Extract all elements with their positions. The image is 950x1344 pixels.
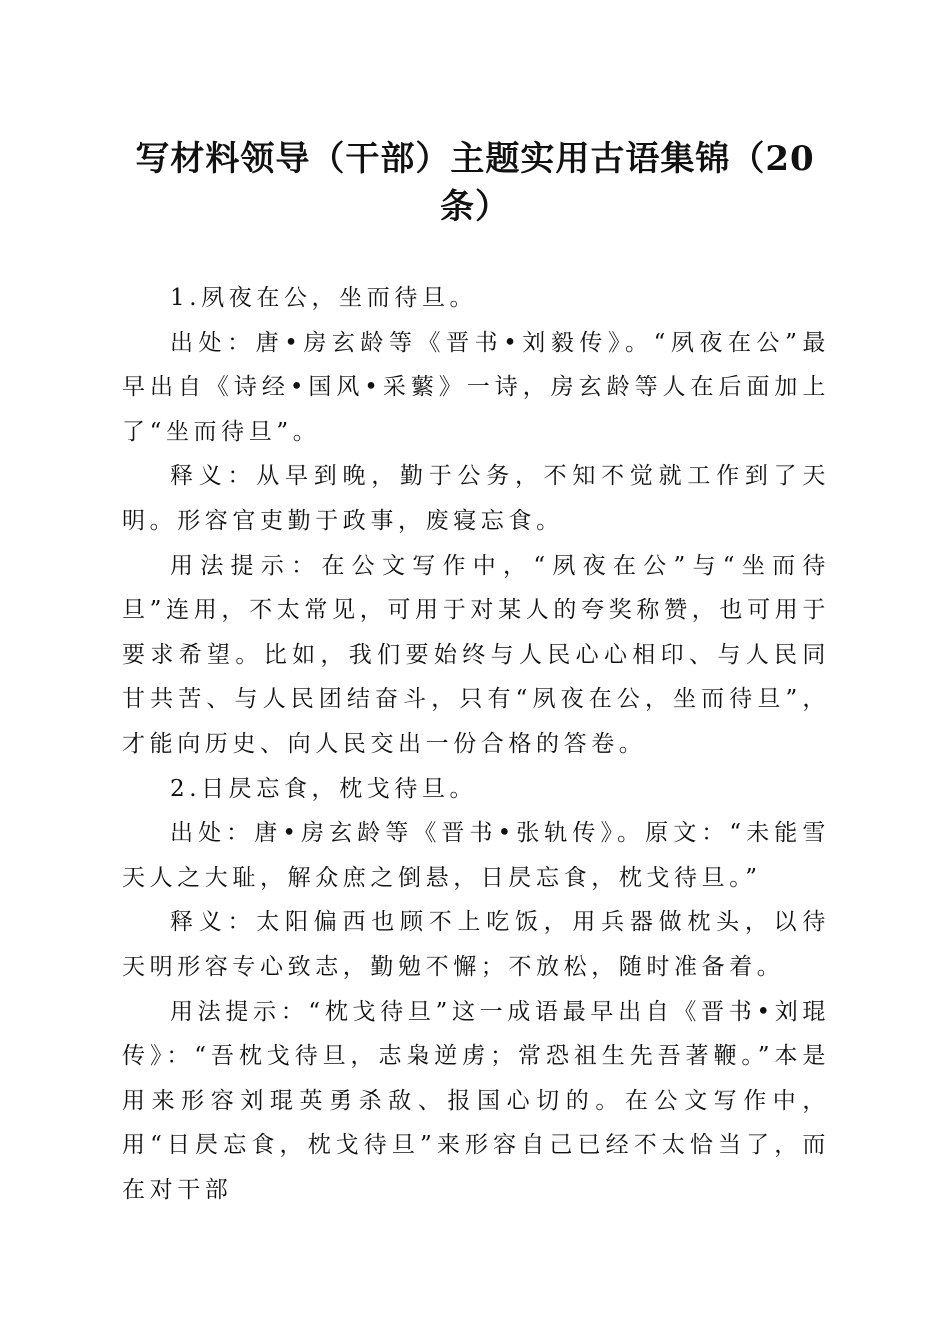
paragraph-item-2-source: 出处：唐•房玄龄等《晋书•张轨传》。原文：“未能雪天人之大耻，解众庶之倒悬，日昃忘食，枕戈待旦。” — [122, 820, 830, 891]
paragraph-item-1-usage: 用法提示：在公文写作中，“夙夜在公”与“坐而待旦”连用，不太常见，可用于对某人的夸奖称赞，也可用于要求希望。比如，我们要始终与人民心心相印、与人民同甘共苦、与人民团结奋斗，只有“夙夜在公，坐而待旦”，才能向历史、向人民交出一份合格的答卷。 — [122, 552, 830, 757]
document-body — [122, 276, 830, 1212]
paragraph-item-2-heading: 2.日昃忘食，枕戈待旦。 — [170, 775, 478, 802]
paragraph-item-2-meaning: 释义：太阳偏西也顾不上吃饭，用兵器做枕头，以待天明形容专心致志，勤勉不懈；不放松，随时准备着。 — [122, 909, 830, 980]
document-title: 写材料领导（干部）主题实用古语集锦（20条） — [135, 139, 815, 227]
paragraph-item-1-meaning: 释义：从早到晚，勤于公务，不知不觉就工作到了天明。形容官吏勤于政事，废寝忘食。 — [122, 463, 830, 534]
paragraph-item-1-source: 出处：唐•房玄龄等《晋书•刘毅传》。“夙夜在公”最早出自《诗经•国风•采蘩》一诗，房玄龄等人在后面加上了“坐而待旦”。 — [122, 329, 830, 445]
paragraph-item-1-heading: 1.夙夜在公，坐而待旦。 — [170, 285, 478, 311]
paragraph-item-2-usage: 用法提示：“枕戈待旦”这一成语最早出自《晋书•刘琨传》：“吾枕戈待旦，志枭逆虏；常恐祖生先吾著鞭。”本是用来形容刘琨英勇杀敌、报国心切的。在公文写作中，用“日昃忘食，枕戈待旦”来形容自己已经不太恰当了，而在对干部 — [122, 998, 830, 1203]
